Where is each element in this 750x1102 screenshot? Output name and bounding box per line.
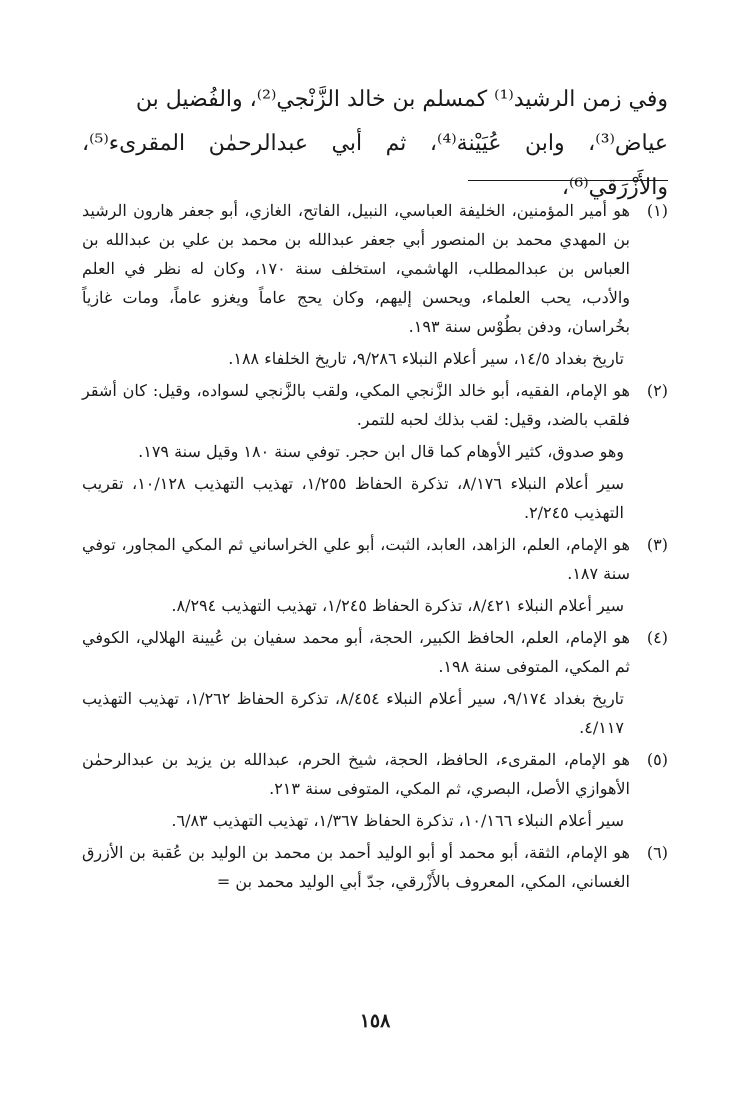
footnote-4 bbox=[82, 623, 668, 745]
footnote-number: (٤) bbox=[646, 628, 668, 647]
footnote-body bbox=[82, 376, 630, 530]
footnote-references: سير أعلام النبلاء ٨/٤٢١، تذكرة الحفاظ ١/٢٤٥، تهذيب التهذيب ٨/٢٩٤. bbox=[171, 596, 624, 615]
footnote-body bbox=[82, 745, 630, 838]
footnote-number: (٣) bbox=[646, 535, 668, 554]
footnote-number: (٥) bbox=[646, 750, 668, 769]
footnote-references: تاريخ بغداد ٩/١٧٤، سير أعلام النبلاء ٨/٤٥٤، تذكرة الحفاظ ١/٢٦٢، تهذيب التهذيب ٤/١١٧. bbox=[82, 689, 625, 737]
footnote-body bbox=[82, 838, 630, 899]
footnote-text: هو الإمام، العلم، الزاهد، العابد، الثبت، أبو علي الخراساني ثم المكي المجاور، توفي سنة ١٨٧. bbox=[82, 535, 630, 583]
footnote-6 bbox=[82, 838, 668, 899]
footnote-3 bbox=[82, 530, 668, 623]
footnote-references: تاريخ بغداد ١٤/٥، سير أعلام النبلاء ٩/٢٨٦، تاريخ الخلفاء ١٨٨. bbox=[228, 349, 624, 368]
footnote-text: هو الإمام، الفقيه، أبو خالد الزَّنجي المكي، ولقب بالزَّنجي لسواده، وقيل: كان أشقر فلقب بالضد، وقيل: لقب بذلك لحبه للتمر. bbox=[82, 381, 630, 429]
footnote-body bbox=[82, 530, 630, 623]
footnote-text: وهو صدوق، كثير الأوهام كما قال ابن حجر. توفي سنة ١٨٠ وقيل سنة ١٧٩. bbox=[138, 442, 624, 461]
footnote-text: هو الإمام، الثقة، أبو محمد أو أبو الوليد أحمد بن محمد بن الوليد بن عُقبة بن الأزرق الغساني، المكي، المعروف بالأَزْرقي، جدّ أبي الوليد محمد بن = bbox=[82, 843, 630, 891]
footnote-number: (١) bbox=[646, 201, 668, 220]
footnote-2 bbox=[82, 376, 668, 530]
page-number: ١٥٨ bbox=[359, 1010, 391, 1032]
footnote-references: سير أعلام النبلاء ٨/١٧٦، تذكرة الحفاظ ١/٢٥٥، تهذيب التهذيب ١٠/١٢٨، تقريب التهذيب ٢/٢٤٥. bbox=[82, 474, 625, 522]
main-text-line: عياض⁽³⁾، وابن عُيَيْنة⁽⁴⁾، ثم أبي عبدالرحمٰن المقرىء⁽⁵⁾، والأَزْرَقي⁽⁶⁾، bbox=[82, 131, 668, 200]
footnote-body bbox=[82, 623, 630, 745]
footnote-text: هو الإمام، المقرىء، الحافظ، الحجة، شيخ الحرم، عبدالله بن يزيد بن عبدالرحمٰن الأهوازي الأصل، البصري، ثم المكي، المتوفى سنة ٢١٣. bbox=[82, 750, 630, 798]
footnote-number: (٦) bbox=[646, 843, 668, 862]
footnote-1 bbox=[82, 196, 668, 376]
main-text-line: وفي زمن الرشيد⁽¹⁾ كمسلم بن خالد الزَّنْجي⁽²⁾، والفُضيل بن bbox=[135, 87, 668, 112]
footnote-number: (٢) bbox=[646, 381, 668, 400]
footnote-text: هو أمير المؤمنين، الخليفة العباسي، النبيل، الفاتح، الغازي، أبو جعفر هارون الرشيد بن المهدي محمد بن المنصور أبي جعفر عبدالله بن محمد بن علي بن عبدالله بن العباس بن عبدالمطلب، الهاشمي، استخلف سنة ١٧٠، وكان له نظر في العلم والأدب، يحب العلماء، ويحسن إليهم، وكان يحج عاماً ويغزو عاماً، ومات غازياً بخُراسان، ودفن بطُوْس سنة ١٩٣. bbox=[82, 201, 631, 336]
footnote-body bbox=[82, 196, 630, 376]
main-text bbox=[82, 78, 668, 210]
footnote-references: سير أعلام النبلاء ١٠/١٦٦، تذكرة الحفاظ ١/٣٦٧، تهذيب التهذيب ٦/٨٣. bbox=[171, 811, 624, 830]
footnote-text: هو الإمام، العلم، الحافظ الكبير، الحجة، أبو محمد سفيان بن عُيينة الهلالي، الكوفي ثم المكي، المتوفى سنة ١٩٨. bbox=[82, 628, 630, 676]
footnotes-section bbox=[82, 196, 668, 899]
footnote-separator bbox=[468, 180, 668, 181]
footnote-5 bbox=[82, 745, 668, 838]
